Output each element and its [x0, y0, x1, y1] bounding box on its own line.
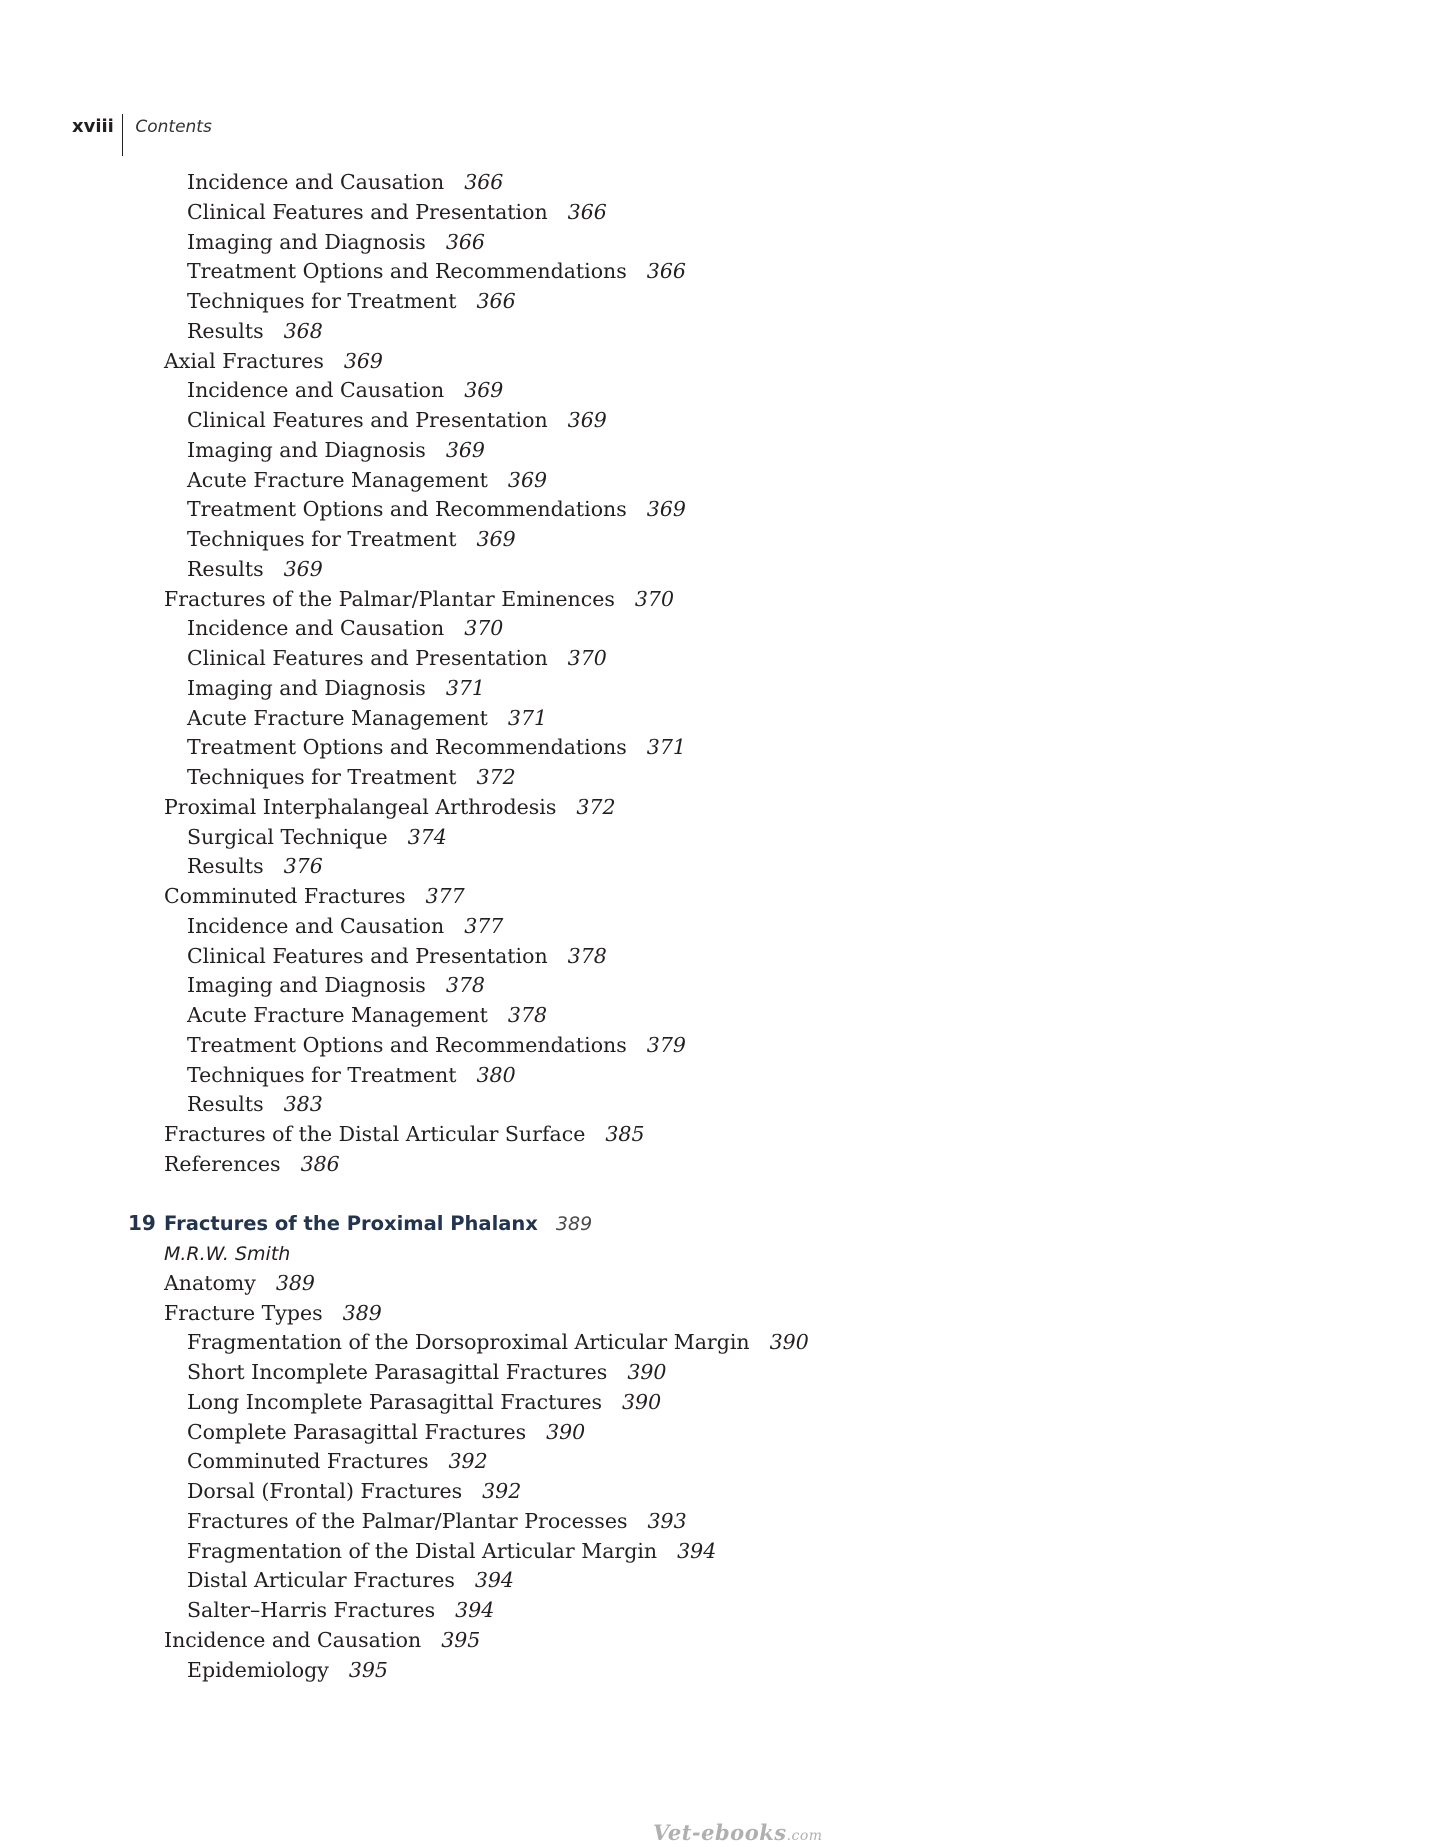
toc-entry-page: 395 — [441, 1627, 481, 1652]
toc-entry-page: 372 — [476, 765, 516, 789]
toc-entry-page: 371 — [507, 705, 548, 730]
toc-section-entry[interactable] — [0, 792, 1445, 822]
toc-entry-page: 366 — [567, 199, 607, 224]
toc-entry-title: Comminuted Fractures — [187, 1449, 429, 1474]
toc-entry-page: 393 — [647, 1508, 687, 1533]
toc-section-entry[interactable] — [0, 1149, 1445, 1179]
toc-entry-title: Results — [187, 556, 264, 581]
toc-entry-page: 370 — [464, 616, 504, 641]
toc-entry-page: 366 — [464, 170, 504, 194]
toc-entry-title: Fragmentation of the Distal Articular Margin — [187, 1538, 658, 1563]
toc-entry-title: Clinical Features and Presentation — [187, 199, 548, 224]
toc-entry-title: Incidence and Causation — [187, 616, 445, 641]
toc-entry-title: Incidence and Causation — [187, 170, 445, 194]
toc-entry-title: Techniques for Treatment — [187, 1062, 457, 1087]
toc-entry-title: Results — [187, 318, 264, 343]
toc-section-entry[interactable] — [0, 1625, 1445, 1655]
toc-entry[interactable] — [0, 911, 1445, 941]
chapter-title: Fractures of the Proximal Phalanx — [164, 1212, 538, 1236]
toc-section-entry[interactable] — [0, 881, 1445, 911]
toc-entry-title: Acute Fracture Management — [187, 705, 488, 730]
page-header — [72, 114, 212, 156]
watermark-text: Vet-ebooks — [653, 1820, 787, 1845]
toc-entry-title: Clinical Features and Presentation — [187, 408, 548, 432]
toc-entry-title: Complete Parasagittal Fractures — [187, 1419, 527, 1444]
toc-entry-page: 369 — [507, 467, 548, 492]
toc-entry-title: Distal Articular Fractures — [187, 1568, 455, 1593]
toc-entry-page: 392 — [448, 1449, 488, 1474]
toc-entry-title: Treatment Options and Recommendations — [187, 259, 627, 284]
toc-entry[interactable] — [0, 435, 1445, 465]
toc-entry-title: Epidemiology — [187, 1657, 329, 1682]
toc-entry[interactable] — [0, 375, 1445, 405]
chapter-author-row — [0, 1238, 1445, 1268]
toc-entry-page: 366 — [476, 289, 516, 313]
toc-entry[interactable] — [0, 465, 1445, 495]
toc-entry[interactable] — [0, 197, 1445, 227]
toc-entry-page: 390 — [546, 1419, 586, 1444]
toc-entry[interactable] — [0, 1357, 1445, 1387]
toc-entry-page: 369 — [567, 408, 607, 432]
table-of-contents — [0, 167, 1445, 1684]
toc-entry-page: 374 — [407, 824, 447, 849]
toc-entry[interactable] — [0, 613, 1445, 643]
toc-entry[interactable] — [0, 1417, 1445, 1447]
toc-entry-title: Results — [187, 854, 264, 879]
toc-entry-title: Imaging and Diagnosis — [187, 675, 426, 700]
toc-entry-page: 378 — [567, 943, 607, 968]
toc-entry[interactable] — [0, 762, 1445, 792]
toc-entry[interactable] — [0, 643, 1445, 673]
toc-entry[interactable] — [0, 941, 1445, 971]
toc-entry-title: Techniques for Treatment — [187, 289, 457, 313]
toc-entry[interactable] — [0, 256, 1445, 286]
toc-entry-page: 386 — [300, 1151, 340, 1176]
toc-entry[interactable] — [0, 494, 1445, 524]
toc-entry-page: 394 — [474, 1568, 514, 1593]
toc-entry[interactable] — [0, 673, 1445, 703]
toc-entry-title: Treatment Options and Recommendations — [187, 1032, 627, 1057]
page-folio: xviii — [72, 116, 114, 137]
toc-entry-title: Comminuted Fractures — [164, 884, 406, 908]
toc-entry-title: Results — [187, 1092, 264, 1117]
toc-entry-page: 369 — [445, 437, 485, 462]
toc-entry[interactable] — [0, 822, 1445, 852]
toc-entry-page: 385 — [605, 1122, 645, 1146]
chapter-page: 389 — [555, 1213, 593, 1236]
toc-entry-page: 380 — [476, 1062, 516, 1087]
toc-entry[interactable] — [0, 1446, 1445, 1476]
toc-entry-page: 372 — [576, 794, 616, 819]
toc-entry-page: 390 — [769, 1330, 809, 1355]
toc-entry-page: 392 — [482, 1479, 522, 1503]
chapter-heading[interactable] — [0, 1208, 1445, 1238]
toc-entry[interactable] — [0, 1030, 1445, 1060]
toc-entry[interactable] — [0, 732, 1445, 762]
toc-entry-page: 394 — [455, 1598, 495, 1622]
watermark-suffix: .com — [786, 1828, 823, 1844]
toc-entry[interactable] — [0, 167, 1445, 197]
toc-entry[interactable] — [0, 405, 1445, 435]
toc-entry[interactable] — [0, 1387, 1445, 1417]
toc-entry-title: Techniques for Treatment — [187, 765, 457, 789]
toc-entry-page: 369 — [464, 378, 504, 403]
toc-entry[interactable] — [0, 703, 1445, 733]
toc-entry-page: 376 — [283, 854, 323, 879]
toc-entry[interactable] — [0, 1595, 1445, 1625]
toc-section-entry[interactable] — [0, 346, 1445, 376]
toc-entry-title: Incidence and Causation — [164, 1627, 422, 1652]
toc-entry-page: 378 — [445, 973, 485, 998]
toc-section-entry[interactable] — [0, 1119, 1445, 1149]
toc-entry[interactable] — [0, 554, 1445, 584]
toc-entry-page: 369 — [343, 348, 383, 373]
toc-section-entry[interactable] — [0, 1268, 1445, 1298]
toc-entry-page: 366 — [646, 259, 686, 284]
toc-entry-title: Axial Fractures — [164, 348, 324, 373]
toc-entry-page: 377 — [464, 913, 504, 938]
toc-entry-title: Long Incomplete Parasagittal Fractures — [187, 1389, 602, 1414]
chapter-author: M.R.W. Smith — [164, 1243, 291, 1265]
toc-entry[interactable] — [0, 1506, 1445, 1536]
toc-entry-title: Imaging and Diagnosis — [187, 229, 426, 254]
toc-entry-title: References — [164, 1151, 281, 1176]
toc-entry-title: Fractures of the Palmar/Plantar Eminences — [164, 586, 615, 611]
toc-entry-title: Clinical Features and Presentation — [187, 646, 548, 670]
toc-entry-page: 369 — [646, 497, 686, 522]
toc-entry-page: 377 — [425, 884, 465, 908]
toc-entry[interactable] — [0, 1089, 1445, 1119]
toc-entry[interactable] — [0, 970, 1445, 1000]
toc-entry-title: Short Incomplete Parasagittal Fractures — [187, 1360, 608, 1384]
toc-entry-title: Fragmentation of the Dorsoproximal Articular Margin — [187, 1330, 750, 1355]
toc-entry-title: Imaging and Diagnosis — [187, 973, 426, 998]
toc-entry-title: Treatment Options and Recommendations — [187, 735, 627, 760]
toc-entry-title: Incidence and Causation — [187, 378, 445, 403]
toc-entry-page: 378 — [507, 1003, 548, 1027]
toc-entry-page: 389 — [342, 1300, 382, 1325]
toc-entry[interactable] — [0, 851, 1445, 881]
toc-entry-page: 369 — [283, 556, 323, 581]
toc-entry-title: Proximal Interphalangeal Arthrodesis — [164, 794, 557, 819]
toc-entry-title: Dorsal (Frontal) Fractures — [187, 1479, 463, 1503]
toc-entry[interactable] — [0, 1536, 1445, 1566]
toc-entry[interactable] — [0, 227, 1445, 257]
toc-entry-page: 390 — [622, 1389, 662, 1414]
toc-entry-page: 389 — [275, 1270, 315, 1295]
toc-entry-page: 370 — [567, 646, 607, 670]
toc-entry-title: Surgical Technique — [187, 824, 388, 849]
toc-entry-page: 368 — [283, 318, 323, 343]
running-head: Contents — [135, 117, 212, 137]
toc-entry-title: Anatomy — [164, 1270, 256, 1295]
toc-entry-page: 394 — [677, 1538, 717, 1563]
toc-entry[interactable] — [0, 286, 1445, 316]
toc-entry-page: 370 — [634, 586, 675, 611]
toc-entry[interactable] — [0, 1565, 1445, 1595]
toc-entry-title: Acute Fracture Management — [187, 467, 488, 492]
toc-entry-title: Acute Fracture Management — [187, 1003, 488, 1027]
toc-entry[interactable] — [0, 524, 1445, 554]
toc-entry-title: Treatment Options and Recommendations — [187, 497, 627, 522]
toc-entry-title: Incidence and Causation — [187, 913, 445, 938]
toc-section-entry[interactable] — [0, 584, 1445, 614]
toc-entry-page: 379 — [646, 1032, 686, 1057]
toc-entry[interactable] — [0, 1476, 1445, 1506]
toc-entry[interactable] — [0, 1327, 1445, 1357]
toc-entry-title: Fracture Types — [164, 1300, 323, 1325]
toc-entry-title: Imaging and Diagnosis — [187, 437, 426, 462]
chapter-number: 19 — [128, 1211, 156, 1236]
toc-entry-page: 383 — [283, 1092, 323, 1117]
toc-entry-title: Clinical Features and Presentation — [187, 943, 548, 968]
toc-entry-page: 366 — [445, 229, 485, 254]
toc-entry-title: Techniques for Treatment — [187, 527, 457, 551]
watermark-logo — [653, 1820, 823, 1845]
toc-entry-page: 390 — [627, 1360, 667, 1384]
toc-entry-page: 371 — [445, 675, 485, 700]
toc-entry-page: 395 — [348, 1657, 388, 1682]
toc-section-entry[interactable] — [0, 1298, 1445, 1328]
toc-entry-title: Fractures of the Palmar/Plantar Processes — [187, 1508, 628, 1533]
toc-entry-title: Salter–Harris Fractures — [187, 1598, 436, 1622]
toc-entry[interactable] — [0, 1000, 1445, 1030]
toc-entry-page: 369 — [476, 527, 516, 551]
toc-entry[interactable] — [0, 1655, 1445, 1685]
toc-entry[interactable] — [0, 1060, 1445, 1090]
toc-entry-title: Fractures of the Distal Articular Surface — [164, 1122, 586, 1146]
spacer — [0, 1179, 1445, 1209]
toc-entry-page: 371 — [646, 735, 686, 760]
toc-entry[interactable] — [0, 316, 1445, 346]
